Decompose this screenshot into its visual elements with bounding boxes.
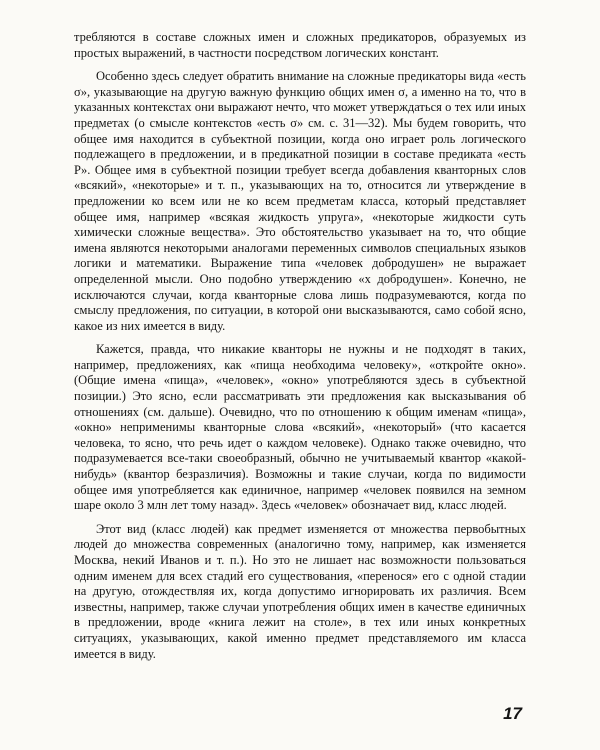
paragraph-species-class: Этот вид (класс людей) как предмет изменяется от множества первобытных людей до множества современных (аналогично тому, например, как изменяется Москва, некий Иванов и т. п.). Но это не лишает нас возможности пользоваться одним именем для всех стадий его существования, «перенося» его с одной стадии на другую, отождествляя их, когда допустимо игнорировать их различия. Всем известны, например, также случаи употребления общих имен в качестве единичных в предложении, вроде «книга лежит на столе», в тех или иных конкретных ситуациях, указывающих, какой именно предмет представляемого им класса имеется в виду. [74, 521, 526, 661]
paragraph-complex-predicators: Особенно здесь следует обратить внимание на сложные предикаторы вида «есть σ», указывающие на другую важную функцию общих имен σ, а именно на то, что в указанных контекстах они выражают нечто, что может утверждаться о тех или иных предметах (о смысле контекстов «есть σ» см. с. 31—32). Мы будем говорить, что общее имя находится в субъектной позиции, когда оно играет роль логического подлежащего в предложении, и в предикатной позиции в составе предиката «есть P». Общее имя в субъектной позиции требует всегда добавления кванторных слов «всякий», «некоторые» и т. п., указывающих на то, относится ли утверждение в предложении ко всем или не ко всем предметам класса, который представляет общее имя, например «всякая жидкость упруга», «некоторые жидкости суть химически сложные вещества». Это обстоятельство указывает на то, что общие имена являются некоторыми аналогами переменных символов специальных языков логики и математики. Выражение типа «человек добродушен» не выражает определенной мысли. Оно подобно утверждению «x добродушен». Конечно, не исключаются случаи, когда кванторные слова лишь подразумеваются, когда по смыслу предложения, по ситуации, в которой они высказываются, само собой ясно, какое из них имеется в виду. [74, 69, 526, 333]
page-number: 17 [503, 704, 522, 723]
body-text [74, 30, 526, 662]
paragraph-continuation: требляются в составе сложных имен и сложных предикаторов, образуемых из простых выражений, в частности посредством логических констант. [74, 30, 526, 60]
paragraph-quantifiers: Кажется, правда, что никакие кванторы не нужны и не подходят в таких, например, предложениях, как «пища необходима человеку», «откройте окно». (Общие имена «пища», «человек», «окно» употребляются здесь в субъектной позиции.) Это ясно, если рассматривать эти предложения как высказывания об отношениях (см. дальше). Очевидно, что по отношению к общим именам «пища», «окно» неприменимы кванторные слова «всякий», «некоторый» (что касается человека, то ясно, что речь идет о каждом человеке). Однако также очевидно, что подразумевается все-таки своеобразный, обычно не учитываемый квантор «какой-нибудь» (квантор безразличия). Возможны и такие случаи, когда по видимости общее имя употребляется как единичное, например «человек появился на земном шаре около 3 млн лет тому назад». Здесь «человек» обозначает вид, класс людей. [74, 342, 526, 513]
